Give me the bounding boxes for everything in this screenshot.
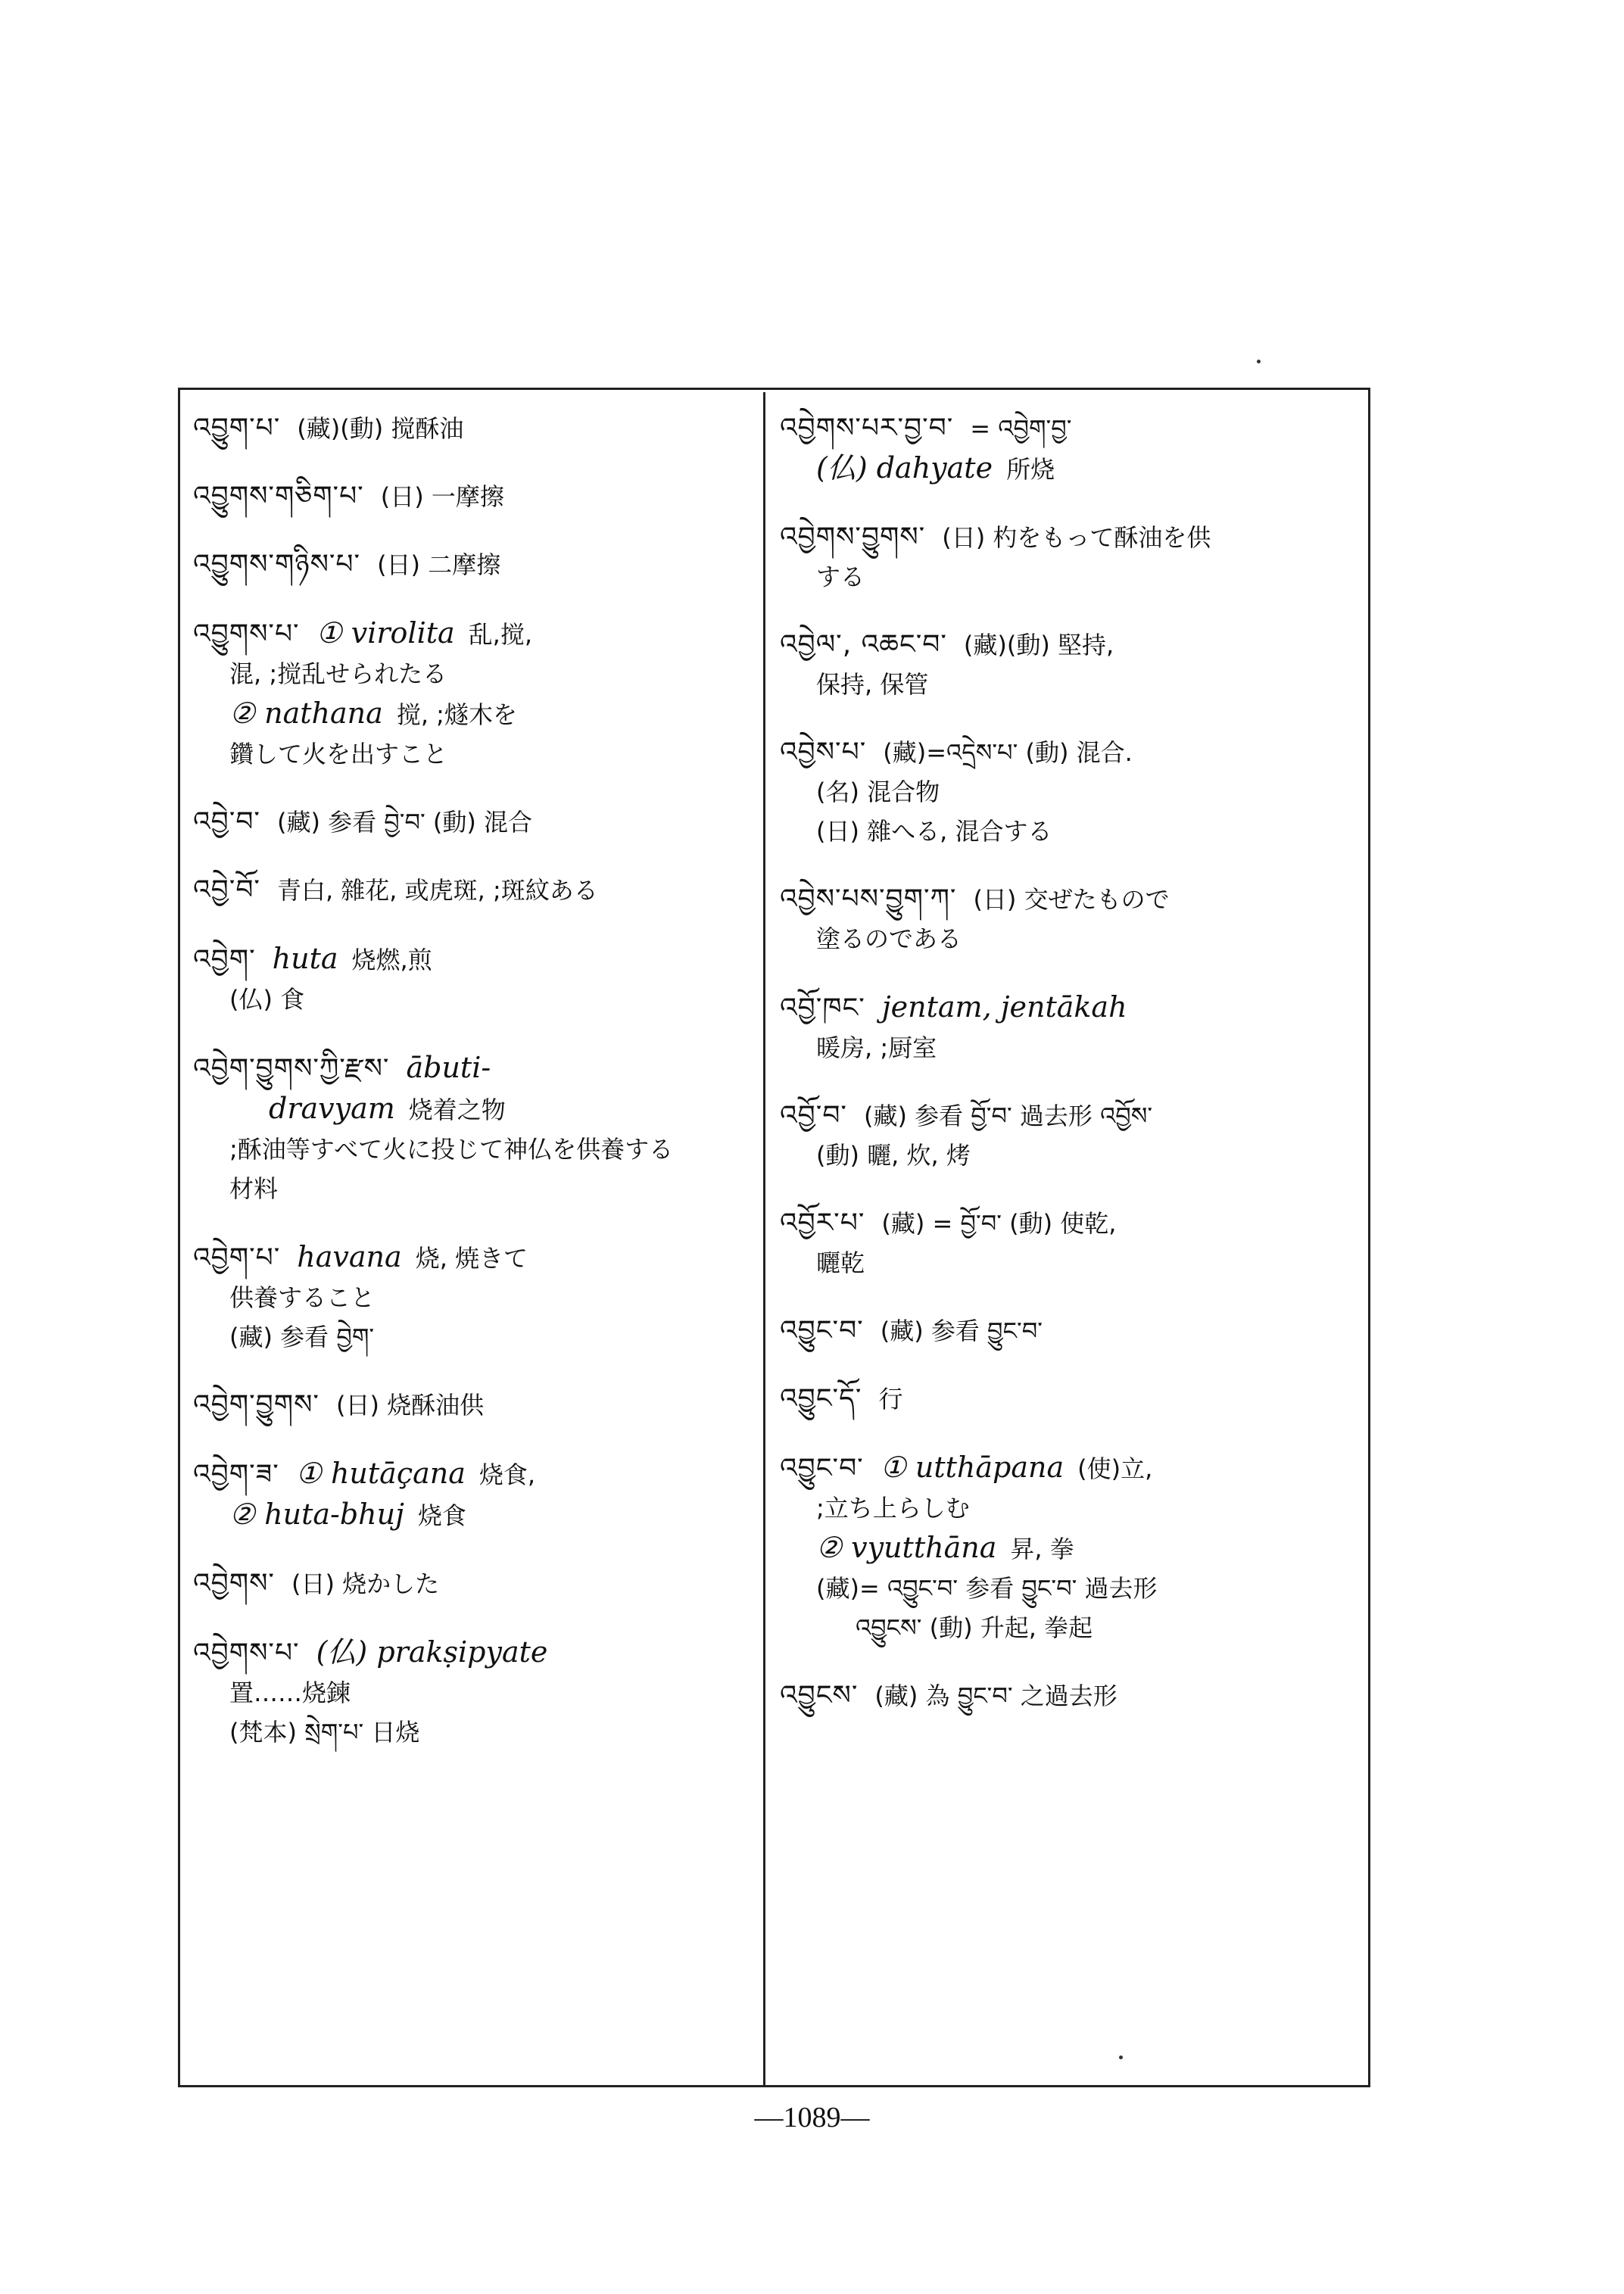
gloss-text: 烧食, [478, 1460, 536, 1489]
dictionary-entry [193, 1564, 753, 1604]
entry-line [780, 1569, 1363, 1608]
dictionary-entry [193, 409, 753, 448]
dictionary-entry [193, 1385, 753, 1425]
gloss-text: (日) 烧酥油供 [335, 1391, 485, 1420]
sanskrit-term: ① hutāçana [295, 1457, 466, 1490]
gloss-text: (日) 杓をもって酥油を供 [942, 523, 1211, 552]
tibetan-headword: འབྱུག་པ་ [193, 413, 281, 444]
dictionary-entry [780, 880, 1363, 958]
entry-line [780, 987, 1363, 1028]
entry-line [780, 1243, 1363, 1283]
dictionary-entry [193, 613, 753, 774]
gloss-text: 行 [878, 1385, 903, 1413]
entry-line [193, 1169, 753, 1208]
entry-line [780, 665, 1363, 704]
tibetan-headword: འབྱེགས་པ་ [193, 1638, 300, 1669]
entry-line [780, 772, 1363, 812]
gloss-text: 暖房, ;厨室 [816, 1033, 937, 1062]
gloss-text: (藏) 参看 བྱེག་ [229, 1323, 375, 1351]
column-divider [763, 392, 765, 2085]
scan-speck [1257, 360, 1261, 363]
tibetan-headword: འབྱུང་བ་ [780, 1315, 864, 1346]
tibetan-headword: འབྱེ་བོ་ [193, 874, 260, 905]
tibetan-headword: འབྱེག་བྱུགས་ [193, 1389, 320, 1420]
entry-line [780, 518, 1363, 557]
dictionary-entry [780, 1448, 1363, 1647]
tibetan-headword: འབྱོར་པ་ [780, 1208, 865, 1239]
dictionary-entry [193, 803, 753, 842]
entry-line [193, 803, 753, 842]
gloss-text: 置……烧鍊 [229, 1678, 351, 1707]
entry-line [193, 871, 753, 910]
tibetan-headword: འབྱོ་བ་ [780, 1100, 847, 1131]
entry-line [193, 1278, 753, 1317]
tibetan-headword: འབྱེག་ [193, 944, 256, 975]
gloss-text: (日) 二摩擦 [377, 550, 501, 579]
gloss-text: (藏)=འདྲེས་པ་ (動) 混合. [883, 738, 1133, 767]
gloss-text: (日) 交ぜたもので [973, 885, 1170, 914]
tibetan-headword: འབྱེ་བ་ [193, 806, 260, 837]
gloss-text: (藏) = བྱོ་བ་ (動) 使乾, [881, 1209, 1117, 1238]
sanskrit-term: ② vyutthāna [816, 1531, 997, 1564]
gloss-text: (藏) 参看 བྱེ་བ་ (動) 混合 [276, 808, 533, 837]
sanskrit-term: (仏) prakṣipyate [316, 1635, 548, 1669]
entry-line [780, 1028, 1363, 1068]
entry-line [193, 1048, 753, 1089]
tibetan-headword: འབྱུང་བ་ [780, 1453, 864, 1484]
sanskrit-term: dravyam [269, 1092, 395, 1125]
entry-line [193, 613, 753, 654]
dictionary-entry [780, 1311, 1363, 1351]
gloss-text: 乱,搅, [468, 620, 533, 649]
sanskrit-term: jentam, jentākah [881, 990, 1127, 1024]
right-column [780, 409, 1363, 1744]
gloss-text: 烧燃,煎 [351, 946, 432, 974]
tibetan-headword: འབྱེས་པ་ [780, 737, 867, 768]
entry-line [193, 1564, 753, 1604]
entry-line [780, 1311, 1363, 1351]
entry-line [193, 1632, 753, 1673]
gloss-text: 鑽して火を出すこと [229, 740, 448, 768]
page-number: —1089— [754, 2102, 870, 2133]
gloss-text: (日) 一摩擦 [380, 482, 504, 511]
entry-line [193, 1673, 753, 1713]
dictionary-entry [193, 939, 753, 1019]
sanskrit-term: havana [297, 1240, 402, 1273]
gloss-text: = འབྱེག་བྱ་ [970, 414, 1072, 443]
dictionary-entry [780, 518, 1363, 597]
entry-line [780, 1096, 1363, 1136]
tibetan-headword: འབྱེག་པ་ [193, 1242, 281, 1273]
tibetan-headword: འབྱེལ་, འཆང་བ་ [780, 629, 947, 660]
entry-line [193, 477, 753, 516]
sanskrit-term: ābuti- [406, 1051, 491, 1084]
gloss-text: (藏) 参看 བྱུང་བ་ [880, 1317, 1043, 1345]
gloss-text: 曬乾 [816, 1248, 865, 1277]
entry-line [193, 1130, 753, 1169]
gloss-text: 供養すること [229, 1283, 376, 1312]
entry-line [780, 1528, 1363, 1569]
entry-line [193, 1237, 753, 1278]
dictionary-entry [193, 477, 753, 516]
dictionary-entry [780, 733, 1363, 851]
gloss-text: (藏) 参看 བྱོ་བ་ 過去形 འབྱོས་ [863, 1102, 1153, 1130]
entry-line [193, 545, 753, 584]
entry-line [193, 1713, 753, 1752]
gloss-text: 烧着之物 [408, 1096, 506, 1124]
dictionary-entry [780, 987, 1363, 1068]
entry-line [780, 812, 1363, 851]
entry-line [193, 734, 753, 774]
entry-line [193, 654, 753, 693]
dictionary-entry [780, 1676, 1363, 1716]
dictionary-entry [780, 409, 1363, 489]
entry-line [780, 1379, 1363, 1419]
gloss-text: འབྱུངས་ (動) 升起, 拳起 [856, 1613, 1093, 1642]
sanskrit-term: (仏) dahyate [816, 451, 993, 485]
entry-line [780, 625, 1363, 665]
gloss-text: (日) 雜へる, 混合する [816, 817, 1052, 846]
gloss-text: 烧食 [417, 1501, 466, 1530]
entry-line [780, 1676, 1363, 1716]
gloss-text: (藏)= འབྱུང་བ་ 参看 བྱུང་བ་ 過去形 [816, 1574, 1158, 1603]
tibetan-headword: འབྱུགས་གཅིག་པ་ [193, 481, 364, 512]
dictionary-entry [780, 1379, 1363, 1419]
gloss-text: ;酥油等すべて火に投じて神仏を供養する [229, 1135, 674, 1164]
gloss-text: 所烧 [1006, 455, 1055, 484]
entry-line [193, 693, 753, 734]
gloss-text: 昇, 拳 [1010, 1535, 1074, 1563]
tibetan-headword: འབྱེས་པས་བྱུག་ཀ་ [780, 884, 957, 915]
gloss-text: (使)立, [1077, 1454, 1153, 1483]
tibetan-headword: འབྱུང་དོ་ [780, 1383, 862, 1414]
entry-line [780, 1608, 1363, 1647]
dictionary-entry [780, 625, 1363, 704]
sanskrit-term: ② huta-bhuj [229, 1498, 404, 1531]
dictionary-entry [193, 871, 753, 910]
entry-line [780, 733, 1363, 772]
dictionary-entry [780, 1204, 1363, 1283]
entry-line [193, 409, 753, 448]
dictionary-entry [193, 1237, 753, 1357]
entry-line [780, 880, 1363, 919]
gloss-text: 混, ;搅乱せられたる [229, 659, 447, 688]
gloss-text: (日) 烧かした [291, 1569, 440, 1598]
tibetan-headword: འབྱུགས་པ་ [193, 619, 300, 650]
entry-line [193, 1385, 753, 1425]
left-column [193, 409, 753, 1781]
gloss-text: 搅, ;燧木を [396, 700, 517, 729]
tibetan-headword: འབྱེགས་བྱུགས་ [780, 522, 926, 553]
entry-line [780, 557, 1363, 597]
entry-line [780, 1488, 1363, 1528]
entry-line [193, 980, 753, 1019]
tibetan-headword: འབྱུངས་ [780, 1680, 859, 1711]
tibetan-headword: འབྱོ་ཁང་ [780, 993, 865, 1024]
gloss-text: する [816, 563, 865, 591]
tibetan-headword: འབྱེགས་པར་བྱ་བ་ [780, 413, 954, 444]
entry-line [780, 448, 1363, 489]
tibetan-headword: འབྱེག་ཟ་ [193, 1459, 279, 1490]
entry-line [780, 1204, 1363, 1243]
gloss-text: 材料 [229, 1174, 279, 1203]
gloss-text: 青白, 雜花, 或虎斑, ;斑紋ある [276, 876, 598, 905]
gloss-text: (藏) 為 བྱུང་བ་ 之過去形 [874, 1682, 1117, 1710]
gloss-text: 烧, 焼きて [415, 1244, 528, 1273]
dictionary-entry [193, 1632, 753, 1752]
entry-line [193, 1495, 753, 1535]
gloss-text: (藏)(動) 堅持, [963, 631, 1114, 659]
dictionary-entry [780, 1096, 1363, 1175]
entry-line [193, 1089, 753, 1130]
entry-line [193, 939, 753, 980]
entry-line [780, 1448, 1363, 1488]
gloss-text: (名) 混合物 [816, 778, 940, 806]
gloss-text: ;立ち上らしむ [816, 1494, 970, 1523]
sanskrit-term: ② nathana [229, 697, 383, 730]
gloss-text: (動) 曬, 炊, 烤 [816, 1141, 971, 1170]
gloss-text: (仏) 食 [229, 985, 305, 1014]
entry-line [780, 919, 1363, 958]
entry-line [193, 1454, 753, 1495]
entry-line [780, 409, 1363, 448]
sanskrit-term: ① utthāpana [880, 1451, 1064, 1484]
gloss-text: 保持, 保管 [816, 670, 929, 699]
gloss-text: (藏)(動) 搅酥油 [297, 414, 464, 443]
dictionary-entry [193, 1454, 753, 1535]
tibetan-headword: འབྱེག་བྱུགས་ཀྱི་རྫས་ [193, 1053, 390, 1084]
dictionary-entry [193, 1048, 753, 1208]
sanskrit-term: huta [272, 942, 338, 975]
gloss-text: (梵本) སྲེག་པ་ 日烧 [229, 1718, 420, 1747]
tibetan-headword: འབྱེགས་ [193, 1568, 275, 1599]
dictionary-entry [193, 545, 753, 584]
sanskrit-term: ① virolita [316, 616, 455, 650]
entry-line [780, 1136, 1363, 1175]
tibetan-headword: འབྱུགས་གཉིས་པ་ [193, 549, 361, 580]
entry-line [193, 1317, 753, 1357]
gloss-text: 塗るのである [816, 924, 962, 953]
